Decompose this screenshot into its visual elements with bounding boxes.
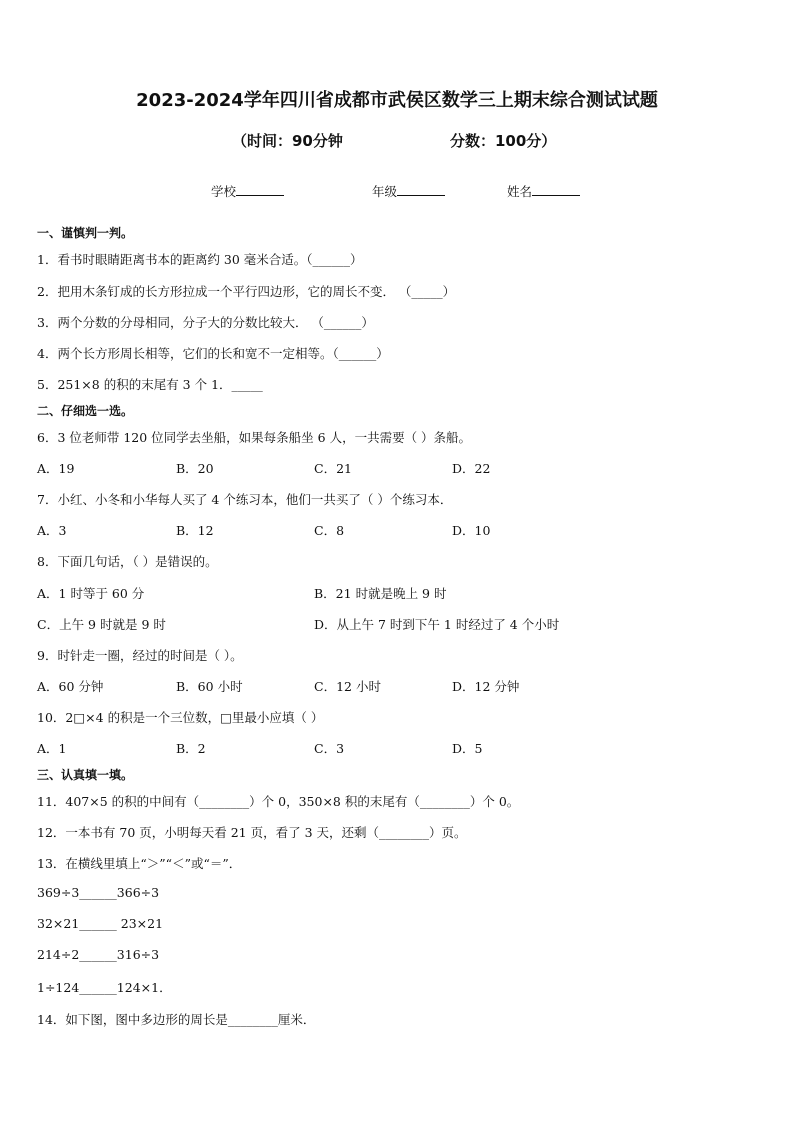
grade-blank[interactable] xyxy=(397,183,445,196)
question-6: 6．3 位老师带 120 位同学去坐船，如果每条船坐 6 人，一共需要（ ）条船。 xyxy=(37,430,472,445)
question-14: 14．如下图，图中多边形的周长是________厘米． xyxy=(37,1012,316,1027)
option-c[interactable]: C．上午 9 时就是 9 时 xyxy=(37,617,166,632)
option-c[interactable]: C．21 xyxy=(314,461,352,476)
compare-item: 214÷2______316÷3 xyxy=(37,947,160,962)
section-heading: 二、仔细选一选。 xyxy=(37,404,134,418)
option-d[interactable]: D．10 xyxy=(452,523,491,538)
option-d[interactable]: D．12 分钟 xyxy=(452,679,520,694)
exam-time: （时间：90分钟 xyxy=(232,132,343,150)
question-5: 5．251×8 的积的末尾有 3 个 1．_____ xyxy=(37,377,263,392)
compare-item: 1÷124______124×1． xyxy=(37,980,172,995)
question-1: 1．看书时眼睛距离书本的距离约 30 毫米合适。（______） xyxy=(37,252,363,267)
question-7: 7．小红、小冬和小华每人买了 4 个练习本，他们一共买了（ ）个练习本． xyxy=(37,492,453,507)
option-d[interactable]: D．从上午 7 时到下午 1 时经过了 4 个小时 xyxy=(314,617,560,632)
option-b[interactable]: B．20 xyxy=(176,461,214,476)
question-4: 4．两个长方形周长相等，它们的长和宽不一定相等。（______） xyxy=(37,346,389,361)
option-b[interactable]: B．60 小时 xyxy=(176,679,243,694)
school-field[interactable] xyxy=(211,182,284,200)
compare-item: 369÷3______366÷3 xyxy=(37,885,160,900)
page-title: 2023-2024学年四川省成都市武侯区数学三上期末综合测试试题 xyxy=(136,90,658,111)
grade-label: 年级 xyxy=(372,184,398,199)
option-a[interactable]: A．1 xyxy=(37,741,67,756)
school-label: 学校 xyxy=(211,184,237,199)
option-a[interactable]: A．60 分钟 xyxy=(37,679,104,694)
option-b[interactable]: B．2 xyxy=(176,741,206,756)
option-d[interactable]: D．5 xyxy=(452,741,483,756)
school-blank[interactable] xyxy=(236,183,284,196)
name-field[interactable] xyxy=(507,182,580,200)
name-label: 姓名 xyxy=(507,184,533,199)
exam-score: 分数：100分） xyxy=(450,132,557,150)
compare-item: 32×21______ 23×21 xyxy=(37,916,164,931)
option-c[interactable]: C．8 xyxy=(314,523,345,538)
option-a[interactable]: A．1 时等于 60 分 xyxy=(37,586,145,601)
option-b[interactable]: B．12 xyxy=(176,523,214,538)
question-10: 10．2□×4 的积是一个三位数，□里最小应填（ ） xyxy=(37,710,324,725)
question-8: 8．下面几句话，（ ）是错误的。 xyxy=(37,554,218,569)
option-b[interactable]: B．21 时就是晚上 9 时 xyxy=(314,586,447,601)
question-13: 13．在横线里填上“＞”“＜”或“＝”． xyxy=(37,856,242,871)
question-11: 11．407×5 的积的中间有（________）个 0，350×8 积的末尾有（________）个 0。 xyxy=(37,794,520,809)
option-c[interactable]: C．12 小时 xyxy=(314,679,381,694)
section-heading: 一、谨慎判一判。 xyxy=(37,226,134,240)
question-12: 12．一本书有 70 页，小明每天看 21 页，看了 3 天，还剩（________）页。 xyxy=(37,825,467,840)
option-c[interactable]: C．3 xyxy=(314,741,345,756)
option-a[interactable]: A．19 xyxy=(37,461,75,476)
option-d[interactable]: D．22 xyxy=(452,461,491,476)
question-3: 3．两个分数的分母相同，分子大的分数比较大． （______） xyxy=(37,315,374,330)
question-2: 2．把用木条钉成的长方形拉成一个平行四边形，它的周长不变． （_____） xyxy=(37,284,456,299)
grade-field[interactable] xyxy=(372,182,445,200)
option-a[interactable]: A．3 xyxy=(37,523,67,538)
question-9: 9．时针走一圈，经过的时间是（ ）。 xyxy=(37,648,243,663)
name-blank[interactable] xyxy=(532,183,580,196)
section-heading: 三、认真填一填。 xyxy=(37,768,134,782)
